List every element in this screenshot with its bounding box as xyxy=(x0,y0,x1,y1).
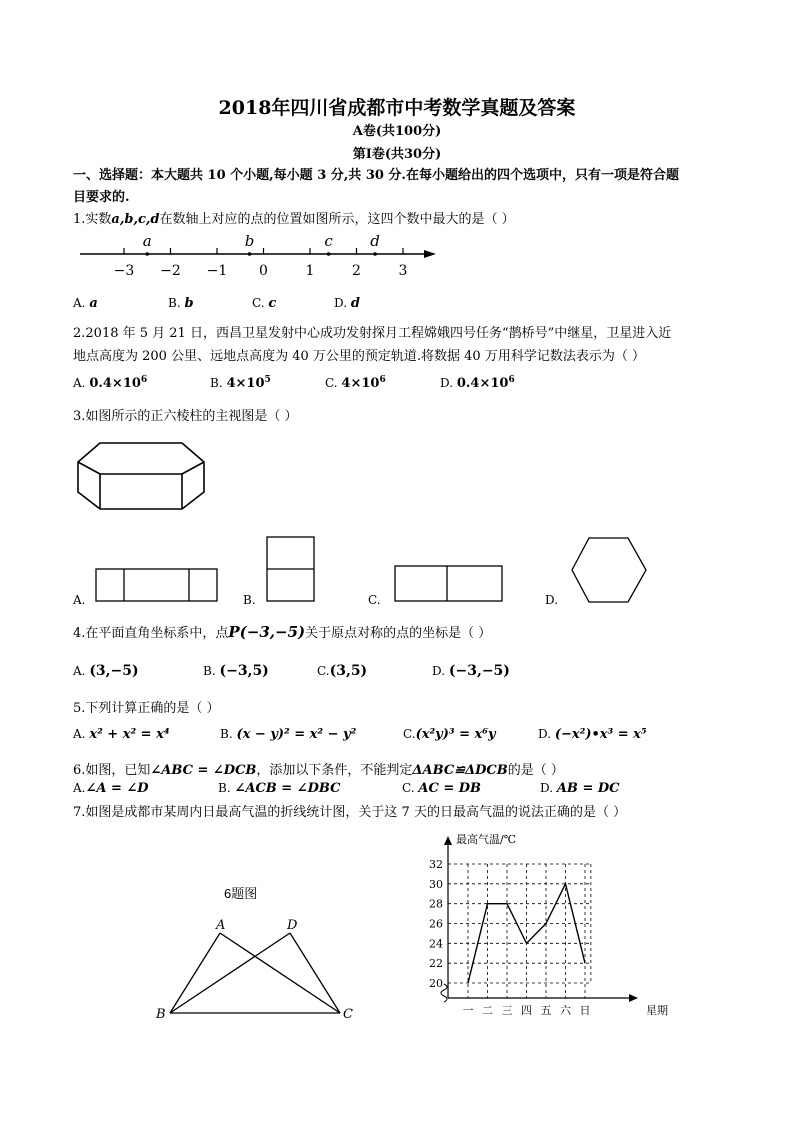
q5-option-a[interactable]: A. x² + x² = x⁴ xyxy=(73,727,170,742)
q2-option-a[interactable]: A. $0.4\times 10^6$ xyxy=(73,375,148,391)
q3-option-d-label[interactable]: D. xyxy=(545,593,559,607)
question-2-line1: 2.2018 年 5 月 21 日，西昌卫星发射中心成功发射探月工程嫦娥四号任务“鹊桥号”中继星，卫星进入近 xyxy=(73,326,672,341)
chart-x-tick-label: 六 xyxy=(560,1004,571,1017)
number-line-point xyxy=(248,252,252,256)
q3-option-c-label[interactable]: C. xyxy=(368,593,381,607)
chart-y-axis-label: 最高气温/℃ xyxy=(456,833,517,846)
q1-option-b[interactable]: B. b xyxy=(168,296,194,311)
q3-option-b-figure[interactable] xyxy=(266,536,316,604)
question-6: 6.如图，已知∠ABC = ∠DCB，添加以下条件，不能判定ΔABC≌ΔDCB的是（ ） xyxy=(73,763,564,778)
number-line-point-label: c xyxy=(324,232,333,250)
number-line-tick-label: −2 xyxy=(160,263,181,279)
question-3: 3.如图所示的正六棱柱的主视图是（ ） xyxy=(73,409,298,424)
temperature-line-chart xyxy=(420,828,690,1028)
q3-option-b-label[interactable]: B. xyxy=(243,593,256,607)
q3-option-c-figure[interactable] xyxy=(394,565,504,603)
q6-condition: ∠ABC = ∠DCB xyxy=(150,763,257,778)
number-line-figure xyxy=(70,228,440,283)
triangle-figure xyxy=(150,915,365,1025)
number-line-tick-label: −1 xyxy=(206,263,228,279)
chart-y-tick-label: 20 xyxy=(429,977,443,990)
question-7: 7.如图是成都市某周内日最高气温的折线统计图，关于这 7 天的日最高气温的说法正确的是（ ） xyxy=(73,805,627,820)
chart-y-tick-label: 28 xyxy=(429,897,443,911)
question-1 xyxy=(73,208,515,227)
number-line-point-label: b xyxy=(244,232,255,250)
q4-option-d[interactable]: D. (−3,−5) xyxy=(432,663,510,679)
q5-option-c[interactable]: C.(x²y)³ = x⁶y xyxy=(403,727,496,742)
vertex-a-label: A xyxy=(216,918,226,933)
number-line-tick-label: 3 xyxy=(398,263,408,279)
q2-option-c[interactable]: C. $4\times 10^6$ xyxy=(325,375,386,391)
chart-x-tick-label: 四 xyxy=(521,1004,532,1017)
number-line-point xyxy=(373,252,377,256)
q1-option-d[interactable]: D. d xyxy=(334,296,360,311)
number-line-point xyxy=(327,252,331,256)
chart-y-tick-label: 22 xyxy=(429,957,443,971)
q6-option-c[interactable]: C. AC = DB xyxy=(402,781,482,796)
number-line-tick-label: −3 xyxy=(113,263,135,279)
q4-point: P(−3,−5) xyxy=(228,623,306,641)
x-axis-arrow xyxy=(629,994,638,1002)
q2-option-d[interactable]: D. $0.4\times 10^6$ xyxy=(440,375,515,391)
q1-post: 在数轴上对应的点的位置如图所示，这四个数中最大的是（ ） xyxy=(159,212,515,227)
chart-x-tick-label: 一 xyxy=(462,1004,474,1017)
q3-option-d-figure[interactable] xyxy=(570,536,648,604)
number-line-tick-label: 2 xyxy=(352,263,361,279)
y-axis-arrow xyxy=(444,836,452,845)
chart-y-tick-label: 24 xyxy=(429,937,443,951)
q5-option-d[interactable]: D. (−x²)•x³ = x⁵ xyxy=(538,727,647,742)
q4-option-c[interactable]: C.(3,5) xyxy=(317,663,368,679)
q1-pre: 1.实数 xyxy=(73,212,112,227)
q1-option-a[interactable]: A. a xyxy=(73,296,98,311)
question-2-line2: 地点高度为 200 公里、远地点高度为 40 万公里的预定轨道.将数据 40 万用科学记数法表示为（ ） xyxy=(73,349,645,364)
volume-a-heading: A卷(共100分) xyxy=(352,124,442,139)
q6-option-d[interactable]: D. AB = DC xyxy=(540,781,620,796)
question-5: 5.下列计算正确的是（ ） xyxy=(73,701,220,716)
q5-option-b[interactable]: B. (x − y)² = x² − y² xyxy=(220,727,357,742)
q4-option-a[interactable]: A. (3,−5) xyxy=(73,663,139,679)
q6-option-b[interactable]: B. ∠ACB = ∠DBC xyxy=(218,781,341,796)
vertex-d-label: D xyxy=(287,918,298,933)
q3-option-a-label[interactable]: A. xyxy=(73,593,86,607)
chart-x-tick-label: 三 xyxy=(501,1004,513,1017)
vertex-c-label: C xyxy=(343,1007,353,1022)
number-line-point-label: a xyxy=(142,232,152,250)
section1-instructions-line1: 一、选择题：本大题共 10 个小题,每小题 3 分,共 30 分.在每小题给出的四个选项中，只有一项是符合题 xyxy=(73,168,679,183)
q6-congruence: ΔABC≌ΔDCB xyxy=(412,763,508,778)
q4-option-b[interactable]: B. (−3,5) xyxy=(203,663,269,679)
vertex-b-label: B xyxy=(156,1007,166,1022)
page-title: 2018年四川省成都市中考数学真题及答案 xyxy=(218,97,576,119)
number-line-tick-label: 1 xyxy=(305,263,315,279)
chart-x-tick-label: 日 xyxy=(579,1004,591,1017)
q2-option-b[interactable]: B. $4\times 10^5$ xyxy=(210,375,271,391)
q1-vars: a,b,c,d xyxy=(111,212,160,227)
hexagonal-prism-figure xyxy=(74,440,208,512)
chart-x-axis-label: 星期 xyxy=(646,1004,668,1017)
question-4: 4.在平面直角坐标系中，点P(−3,−5)关于原点对称的点的坐标是（ ） xyxy=(73,623,492,641)
q1-option-c[interactable]: C. c xyxy=(252,296,277,311)
q6-option-a[interactable]: A.∠A = ∠D xyxy=(73,781,149,796)
q3-option-a-figure[interactable] xyxy=(95,568,219,603)
number-line-tick-label: 0 xyxy=(259,263,268,279)
number-line-point xyxy=(145,252,149,256)
section1-instructions-line2: 目要求的. xyxy=(73,190,130,205)
chart-y-tick-label: 26 xyxy=(429,917,443,931)
volume-1-heading: 第Ⅰ卷(共30分) xyxy=(352,147,442,162)
chart-x-tick-label: 五 xyxy=(540,1004,552,1017)
number-line-point-label: d xyxy=(370,232,380,250)
q6-figure-caption: 6题图 xyxy=(224,886,258,901)
chart-y-tick-label: 30 xyxy=(429,877,443,891)
chart-y-tick-label: 32 xyxy=(429,858,443,871)
chart-x-tick-label: 二 xyxy=(482,1004,493,1017)
